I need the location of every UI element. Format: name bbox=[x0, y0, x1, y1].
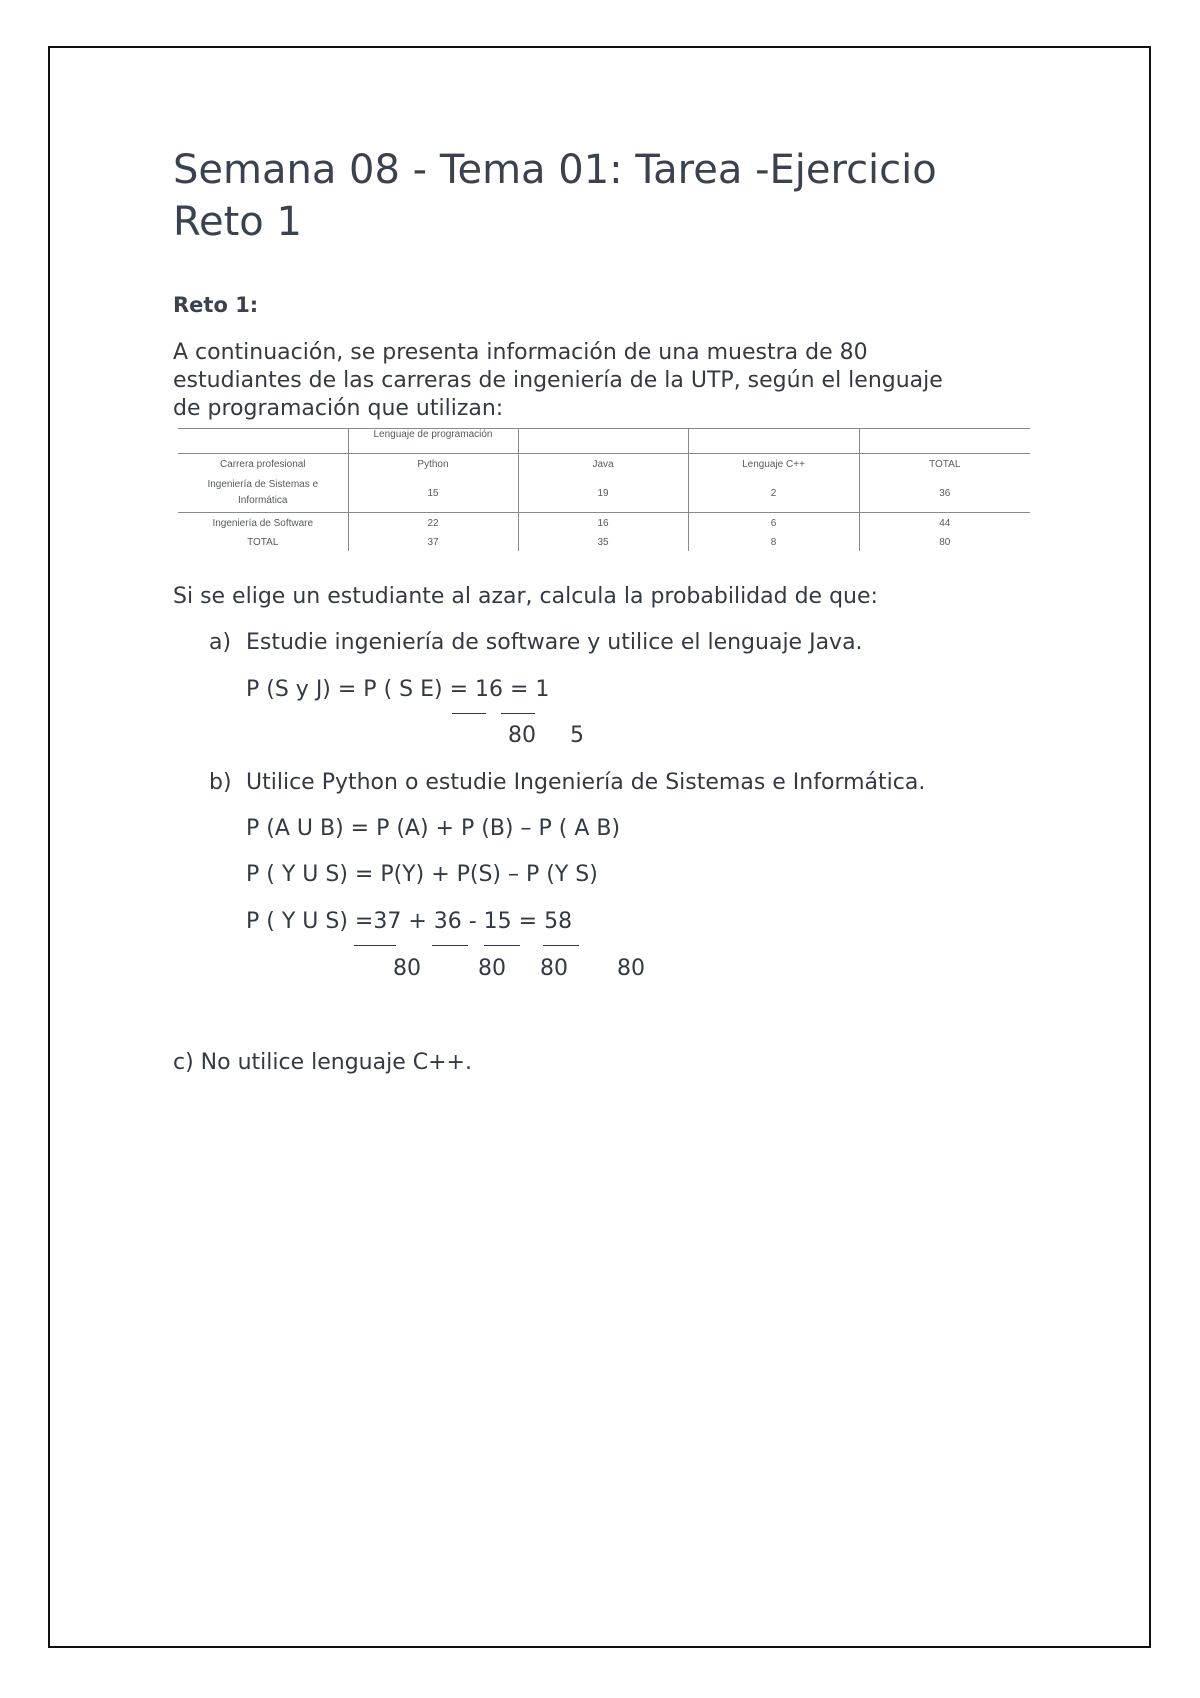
part-b-denominator: 80 bbox=[393, 956, 421, 981]
group-header: Lenguaje de programación bbox=[348, 429, 518, 454]
part-a-denominator: 5 bbox=[570, 723, 584, 748]
data-table bbox=[178, 428, 1030, 551]
intro-line-1: A continuación, se presenta información de una muestra de 80 bbox=[173, 340, 868, 365]
column-header: Python bbox=[348, 454, 518, 475]
column-header: Carrera profesional bbox=[178, 454, 348, 475]
column-header: Java bbox=[518, 454, 688, 475]
table-cell: 2 bbox=[688, 474, 859, 513]
fraction-bar bbox=[354, 945, 396, 946]
title-line-1: Semana 08 - Tema 01: Tarea -Ejercicio bbox=[173, 147, 937, 193]
table-cell: 36 bbox=[859, 474, 1030, 513]
part-a-text: Estudie ingeniería de software y utilice el lenguaje Java. bbox=[246, 630, 863, 655]
table-cell: 16 bbox=[518, 513, 688, 534]
part-b-text: Utilice Python o estudie Ingeniería de Sistemas e Informática. bbox=[246, 770, 926, 795]
table-cell: Ingeniería de Software bbox=[178, 513, 348, 534]
fraction-bar bbox=[501, 713, 535, 714]
table-cell: 80 bbox=[859, 533, 1030, 551]
part-b-marker: b) bbox=[209, 770, 232, 795]
intro-line-3: de programación que utilizan: bbox=[173, 396, 504, 421]
table-cell: 15 bbox=[348, 474, 518, 513]
part-a-marker: a) bbox=[209, 630, 232, 655]
part-b-denominator: 80 bbox=[478, 956, 506, 981]
table-cell: 44 bbox=[859, 513, 1030, 534]
table-cell: TOTAL bbox=[247, 536, 279, 548]
table-cell: 22 bbox=[348, 513, 518, 534]
table-row bbox=[178, 533, 1030, 551]
table-row bbox=[178, 513, 1030, 534]
part-b-denominator: 80 bbox=[617, 956, 645, 981]
table-cell: 19 bbox=[518, 474, 688, 513]
page-frame bbox=[48, 46, 1151, 1648]
part-b-formula-3: P ( Y U S) =37 + 36 - 15 = 58 bbox=[246, 909, 573, 934]
question-text: Si se elige un estudiante al azar, calcula la probabilidad de que: bbox=[173, 584, 878, 609]
table-row bbox=[178, 474, 1030, 513]
title-line-2: Reto 1 bbox=[173, 199, 302, 245]
column-header: TOTAL bbox=[859, 454, 1030, 475]
table-group-header-row bbox=[178, 429, 1030, 454]
column-header: Lenguaje C++ bbox=[688, 454, 859, 475]
table-cell: Ingeniería de Sistemas e Informática bbox=[207, 479, 319, 506]
fraction-bar bbox=[484, 945, 520, 946]
table-cell: 8 bbox=[688, 533, 859, 551]
table-header-row bbox=[178, 454, 1030, 475]
fraction-bar bbox=[543, 945, 579, 946]
part-b-formula-2: P ( Y U S) = P(Y) + P(S) – P (Y S) bbox=[246, 862, 598, 887]
part-b-denominator: 80 bbox=[540, 956, 568, 981]
section-heading: Reto 1: bbox=[173, 293, 259, 317]
fraction-bar bbox=[432, 945, 468, 946]
intro-line-2: estudiantes de las carreras de ingeniería de la UTP, según el lenguaje bbox=[173, 368, 943, 393]
fraction-bar bbox=[452, 713, 486, 714]
part-a-formula: P (S y J) = P ( S E) = 16 = 1 bbox=[246, 677, 550, 702]
table-cell: 37 bbox=[348, 533, 518, 551]
part-c-text: c) No utilice lenguaje C++. bbox=[173, 1050, 472, 1075]
part-a-denominator: 80 bbox=[508, 723, 536, 748]
table-cell: 35 bbox=[518, 533, 688, 551]
table-cell: 6 bbox=[688, 513, 859, 534]
page-title bbox=[173, 144, 937, 248]
part-b-formula-1: P (A U B) = P (A) + P (B) – P ( A B) bbox=[246, 816, 621, 841]
